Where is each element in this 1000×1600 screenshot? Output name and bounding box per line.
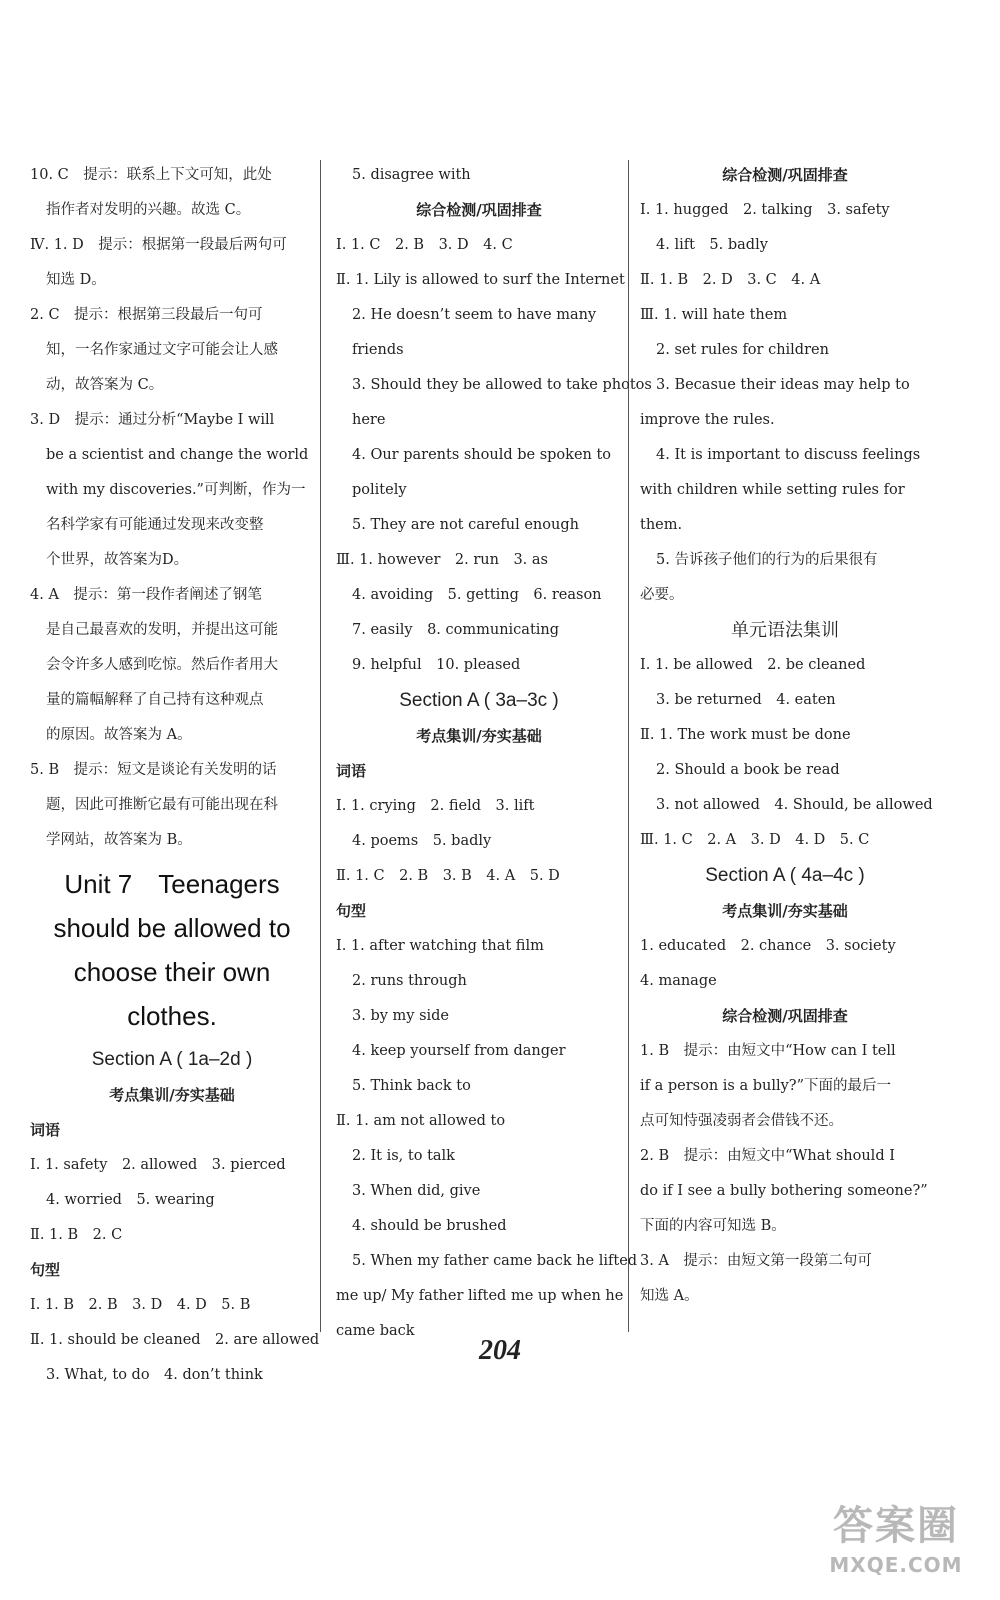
- answer-line: 2. B 提示：由短文中“What should I: [640, 1148, 895, 1164]
- answer-line: 2. It is, to talk: [352, 1148, 455, 1164]
- subsection-heading: 考点集训/夯实基础: [416, 727, 542, 745]
- answer-line: 3. Should they be allowed to take photos: [352, 377, 652, 393]
- column-right: [640, 158, 933, 1314]
- answer-line: politely: [352, 482, 407, 498]
- subsection-heading: 考点集训/夯实基础: [109, 1086, 235, 1104]
- answer-line: if a person is a bully?”下面的最后一: [640, 1078, 891, 1094]
- subsection-heading: 综合检测/巩固排查: [722, 1007, 848, 1025]
- answer-line: 2. C 提示：根据第三段最后一句可: [30, 307, 263, 323]
- answer-line: 5. When my father came back he lifted: [352, 1253, 638, 1269]
- answer-line: 4. avoiding 5. getting 6. reason: [352, 587, 602, 603]
- answer-line: Ⅱ. 1. should be cleaned 2. are allowed: [30, 1332, 320, 1348]
- answer-line: be a scientist and change the world: [46, 447, 309, 463]
- answer-line: Ⅲ. 1. however 2. run 3. as: [336, 552, 548, 568]
- answer-line: 5. They are not careful enough: [352, 517, 579, 533]
- section-heading: Section A ( 3a–3c ): [399, 690, 559, 711]
- answer-line: here: [352, 412, 386, 428]
- answer-line: Ⅰ. 1. crying 2. field 3. lift: [336, 798, 535, 814]
- answer-line: 7. easily 8. communicating: [352, 622, 560, 638]
- answer-line: Ⅲ. 1. will hate them: [640, 307, 788, 323]
- answer-line: 题，因此可推断它最有可能出现在科: [46, 797, 278, 813]
- answer-line: Ⅰ. 1. C 2. B 3. D 4. C: [336, 237, 513, 253]
- page-number: 204: [479, 1335, 521, 1366]
- answer-line: Ⅱ. 1. B 2. C: [30, 1227, 123, 1243]
- answer-line: 下面的内容可知选 B。: [640, 1218, 786, 1234]
- answer-line: 4. poems 5. badly: [352, 833, 492, 849]
- answer-line: do if I see a bully bothering someone?”: [640, 1183, 928, 1199]
- answer-line: with my discoveries.”可判断，作为一: [46, 482, 306, 498]
- answer-line: 5. B 提示：短文是谈论有关发明的话: [30, 762, 277, 778]
- subsection-heading: 考点集训/夯实基础: [722, 902, 848, 920]
- answer-line: 知选 A。: [640, 1288, 699, 1304]
- answer-line: 指作者对发明的兴趣。故选 C。: [46, 202, 251, 218]
- column-middle: [336, 158, 652, 1349]
- answer-line: 3. be returned 4. eaten: [656, 692, 836, 708]
- answer-line: 5. Think back to: [352, 1078, 471, 1094]
- answer-line: 3. by my side: [352, 1008, 450, 1024]
- answer-line: 动，故答案为 C。: [46, 377, 164, 393]
- answer-line: 名科学家有可能通过发现来改变整: [46, 517, 264, 533]
- answer-line: with children while setting rules for: [640, 482, 905, 498]
- unit-title-line: should be allowed to: [53, 913, 291, 943]
- section-heading: Section A ( 4a–4c ): [705, 865, 865, 886]
- answer-line: came back: [336, 1323, 415, 1339]
- answer-line: 2. set rules for children: [656, 342, 829, 358]
- answer-line: Ⅱ. 1. B 2. D 3. C 4. A: [640, 272, 821, 288]
- answer-line: 1. B 提示：由短文中“How can I tell: [640, 1043, 896, 1059]
- answer-line: 3. A 提示：由短文第一段第二句可: [640, 1253, 872, 1269]
- answer-line: 3. D 提示：通过分析“Maybe I will: [30, 412, 275, 428]
- answer-line: 3. Becasue their ideas may help to: [656, 377, 910, 393]
- subsection-heading: 综合检测/巩固排查: [722, 166, 848, 184]
- watermark-text: 答案圈: [833, 1503, 959, 1549]
- answer-line: friends: [352, 342, 404, 358]
- answer-line: 会令许多人感到吃惊。然后作者用大: [46, 657, 278, 673]
- answer-line: 9. helpful 10. pleased: [352, 657, 521, 673]
- answer-line: Ⅱ. 1. C 2. B 3. B 4. A 5. D: [336, 868, 560, 884]
- answer-line: 4. It is important to discuss feelings: [656, 447, 921, 463]
- subsection-heading: 综合检测/巩固排查: [416, 201, 542, 219]
- column-left: [30, 158, 320, 1393]
- answer-line: 4. Our parents should be spoken to: [352, 447, 612, 463]
- answer-line: 个世界，故答案为D。: [46, 552, 189, 568]
- answer-line: 点可知恃强凌弱者会借钱不还。: [640, 1113, 843, 1129]
- answer-line: Ⅲ. 1. C 2. A 3. D 4. D 5. C: [640, 832, 870, 848]
- answer-line: 1. educated 2. chance 3. society: [640, 938, 896, 954]
- answer-line: 2. runs through: [352, 973, 467, 989]
- answer-line: 必要。: [640, 587, 684, 603]
- answer-line: 4. manage: [640, 973, 717, 989]
- column-divider: [320, 160, 321, 1332]
- answer-line: Ⅳ. 1. D 提示：根据第一段最后两句可: [30, 237, 287, 253]
- answer-line: 4. worried 5. wearing: [46, 1192, 215, 1208]
- answer-line: 是自己最喜欢的发明，并提出这可能: [46, 622, 278, 638]
- section-heading: Section A ( 1a–2d ): [91, 1049, 253, 1070]
- answer-line: 4. lift 5. badly: [656, 237, 768, 253]
- unit-title-line: choose their own clothes.: [73, 957, 271, 1031]
- category-label: 句型: [336, 902, 367, 920]
- answer-line: me up/ My father lifted me up when he: [336, 1288, 624, 1304]
- answer-line: them.: [640, 517, 683, 533]
- answer-line: Ⅱ. 1. The work must be done: [640, 727, 851, 743]
- answer-line: 4. should be brushed: [352, 1218, 507, 1234]
- answer-line: 2. He doesn’t seem to have many: [352, 307, 597, 323]
- unit-title-line: Unit 7 Teenagers: [64, 869, 280, 899]
- answer-line: 量的篇幅解释了自己持有这种观点: [46, 692, 264, 708]
- answer-line: Ⅰ. 1. hugged 2. talking 3. safety: [640, 202, 890, 218]
- answer-line: Ⅰ. 1. after watching that film: [336, 938, 544, 954]
- answer-line: 2. Should a book be read: [656, 762, 840, 778]
- answer-line: Ⅱ. 1. am not allowed to: [336, 1113, 506, 1129]
- answer-line: improve the rules.: [640, 412, 775, 428]
- answer-line: Ⅰ. 1. safety 2. allowed 3. pierced: [30, 1157, 286, 1173]
- unit-title: [30, 862, 314, 1038]
- watermark-logo: [816, 1500, 976, 1590]
- answer-line: 4. A 提示：第一段作者阐述了钢笔: [30, 587, 262, 603]
- grammar-heading: 单元语法集训: [731, 620, 839, 640]
- category-label: 词语: [30, 1121, 61, 1139]
- answer-line: 知选 D。: [46, 272, 106, 288]
- answer-line: 3. not allowed 4. Should, be allowed: [656, 797, 933, 813]
- category-label: 词语: [336, 762, 367, 780]
- answer-line: Ⅰ. 1. B 2. B 3. D 4. D 5. B: [30, 1297, 251, 1313]
- answer-line: 的原因。故答案为 A。: [46, 727, 192, 743]
- category-label: 句型: [30, 1261, 61, 1279]
- answer-line: 5. 告诉孩子他们的行为的后果很有: [656, 552, 878, 568]
- answer-line: Ⅰ. 1. be allowed 2. be cleaned: [640, 657, 866, 673]
- answer-line: 知，一名作家通过文字可能会让人感: [46, 342, 278, 358]
- answer-line: 4. keep yourself from danger: [352, 1043, 566, 1059]
- watermark-url: MXQE.COM: [829, 1553, 963, 1577]
- answer-line: 3. When did, give: [352, 1183, 481, 1199]
- answer-line: 学网站，故答案为 B。: [46, 832, 192, 848]
- answer-line: 3. What, to do 4. don’t think: [46, 1367, 263, 1383]
- column-divider: [628, 160, 629, 1332]
- answer-line: Ⅱ. 1. Lily is allowed to surf the Internet: [336, 272, 625, 288]
- answer-line: 5. disagree with: [352, 167, 471, 183]
- answer-line: 10. C 提示：联系上下文可知，此处: [30, 167, 272, 183]
